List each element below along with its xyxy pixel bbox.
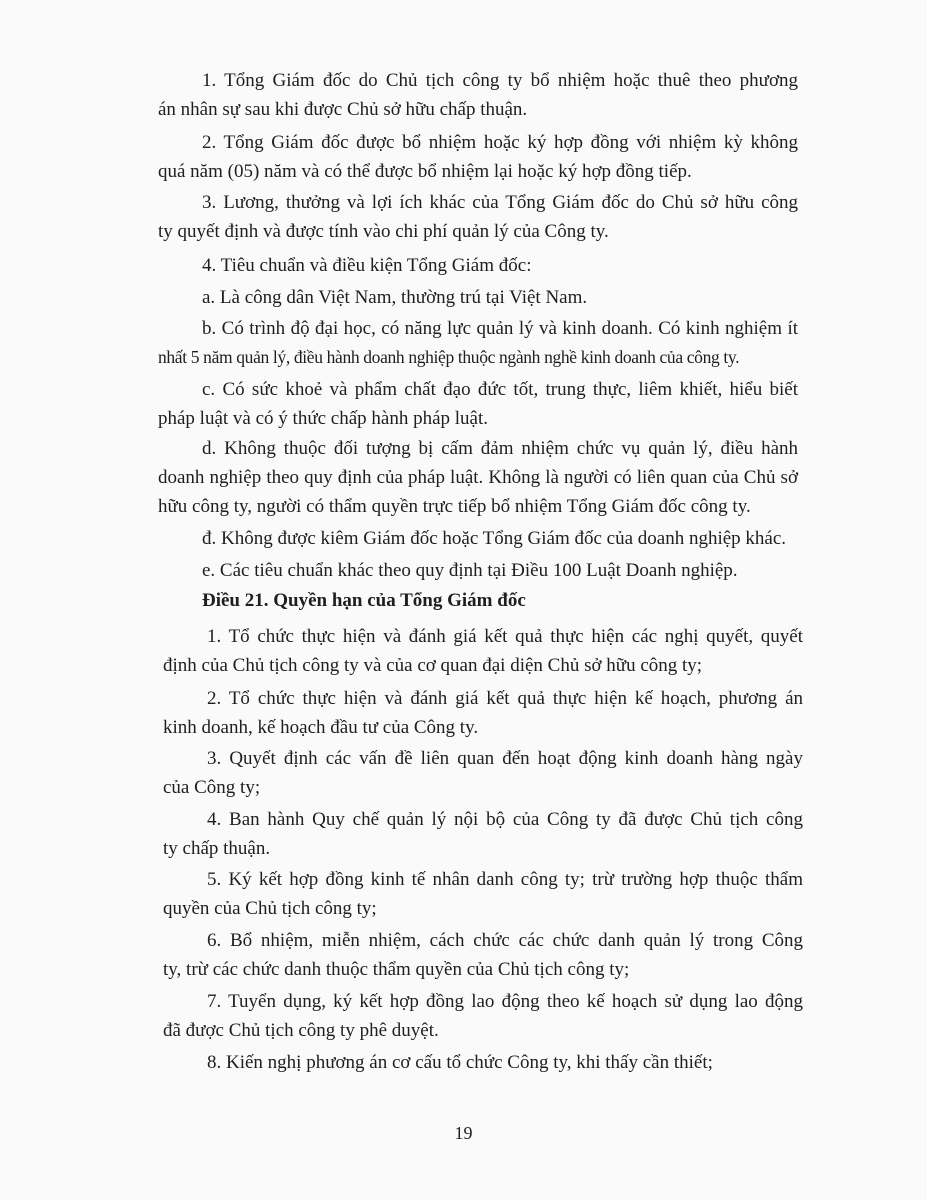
paragraph-e: e. Các tiêu chuẩn khác theo quy định tại Điều 100 Luật Doanh nghiệp. (202, 560, 738, 581)
article-heading: Điều 21. Quyền hạn của Tổng Giám đốc (202, 590, 526, 611)
article-item-3: 3. Quyết định các vấn đề liên quan đến hoạt động kinh doanh hàng ngày của Công ty; (163, 748, 803, 798)
article-item-6: 6. Bổ nhiệm, miễn nhiệm, cách chức các chức danh quản lý trong Công ty, trừ các chức danh thuộc thẩm quyền của Chủ tịch công ty; (163, 930, 803, 980)
paragraph-c: c. Có sức khoẻ và phẩm chất đạo đức tốt, trung thực, liêm khiết, hiểu biết pháp luật và có ý thức chấp hành pháp luật. (158, 379, 798, 429)
article-item-8: 8. Kiến nghị phương án cơ cấu tổ chức Công ty, khi thấy cần thiết; (207, 1052, 713, 1073)
article-item-7: 7. Tuyển dụng, ký kết hợp đồng lao động theo kế hoạch sử dụng lao động đã được Chủ tịch công ty phê duyệt. (163, 991, 803, 1041)
article-item-5: 5. Ký kết hợp đồng kinh tế nhân danh công ty; trừ trường hợp thuộc thẩm quyền của Chủ tịch công ty; (163, 869, 803, 919)
article-item-2: 2. Tổ chức thực hiện và đánh giá kết quả thực hiện kế hoạch, phương án kinh doanh, kế hoạch đầu tư của Công ty. (163, 688, 803, 738)
paragraph-2: 2. Tổng Giám đốc được bổ nhiệm hoặc ký hợp đồng với nhiệm kỳ không quá năm (05) năm và có thể được bổ nhiệm lại hoặc ký hợp đồng tiếp. (158, 132, 798, 182)
paragraph-4: 4. Tiêu chuẩn và điều kiện Tổng Giám đốc: (202, 255, 532, 276)
paragraph-a: a. Là công dân Việt Nam, thường trú tại Việt Nam. (202, 287, 588, 308)
paragraph-dd: đ. Không được kiêm Giám đốc hoặc Tổng Giám đốc của doanh nghiệp khác. (202, 528, 787, 549)
article-item-4: 4. Ban hành Quy chế quản lý nội bộ của Công ty đã được Chủ tịch công ty chấp thuận. (163, 809, 803, 859)
paragraph-d: d. Không thuộc đối tượng bị cấm đảm nhiệm chức vụ quản lý, điều hành doanh nghiệp theo quy định của pháp luật. Không là người có liên quan của Chủ sở hữu công ty, người có thẩm quyền trực tiếp bổ nhiệm Tổng Giám đốc công ty. (158, 438, 798, 517)
page-number: 19 (454, 1123, 473, 1143)
paragraph-b: b. Có trình độ đại học, có năng lực quản lý và kinh doanh. Có kinh nghiệm ít nhất 5 năm quản lý, điều hành doanh nghiệp thuộc ngành nghề kinh doanh của công ty. (158, 318, 798, 367)
paragraph-1: 1. Tổng Giám đốc do Chủ tịch công ty bổ nhiệm hoặc thuê theo phương án nhân sự sau khi được Chủ sở hữu chấp thuận. (158, 70, 798, 120)
article-item-1: 1. Tổ chức thực hiện và đánh giá kết quả thực hiện các nghị quyết, quyết định của Chủ tịch công ty và của cơ quan đại diện Chủ sở hữu công ty; (163, 626, 803, 676)
paragraph-3: 3. Lương, thưởng và lợi ích khác của Tổng Giám đốc do Chủ sở hữu công ty quyết định và được tính vào chi phí quản lý của Công ty. (158, 192, 798, 242)
